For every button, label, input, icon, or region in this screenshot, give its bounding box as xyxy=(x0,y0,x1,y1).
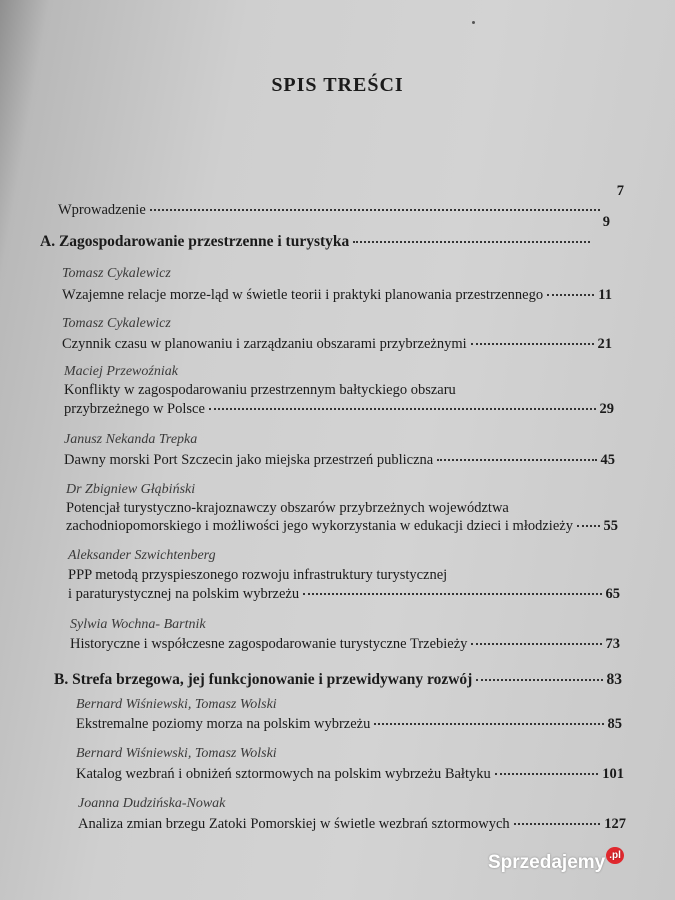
intro-line xyxy=(58,202,604,220)
entry-author: Aleksander Szwichtenberg xyxy=(68,548,216,563)
entry-author: Janusz Nekanda Trepka xyxy=(64,432,198,447)
dot-leader xyxy=(437,459,596,461)
toc-entry xyxy=(76,716,622,734)
entry-title: Katalog wezbrań i obniżeń sztormowych na polskim wybrzeżu Bałtyku xyxy=(76,766,491,782)
dot-leader xyxy=(209,408,596,410)
entry-author: Sylwia Wochna- Bartnik xyxy=(70,617,206,632)
section-a-heading xyxy=(40,233,594,251)
page-title: SPIS TREŚCI xyxy=(271,74,404,96)
toc-entry xyxy=(64,452,615,470)
entry-author: Joanna Dudzińska-Nowak xyxy=(78,796,226,811)
toc-entry xyxy=(78,816,626,834)
entry-title-line1: Potencjał turystyczno-krajoznawczy obszarów przybrzeżnych województwa xyxy=(66,500,509,516)
entry-title: i paraturystycznej na polskim wybrzeżu xyxy=(68,586,300,602)
site-watermark xyxy=(488,852,624,874)
toc-entry xyxy=(66,518,618,536)
entry-title: zachodniopomorskiego i możliwości jego wykorzystania w edukacji dzieci i młodzieży xyxy=(66,518,573,534)
entry-page: 45 xyxy=(600,452,615,468)
entry-title: Czynnik czasu w planowaniu i zarządzaniu obszarami przybrzeżnymi xyxy=(62,336,467,352)
toc-entry xyxy=(76,766,624,784)
dot-leader xyxy=(471,643,601,645)
dot-leader xyxy=(495,773,599,775)
watermark-badge: .pl xyxy=(606,847,624,864)
dot-leader xyxy=(374,723,603,725)
entry-title-line1: Konflikty w zagospodarowaniu przestrzennym bałtyckiego obszaru xyxy=(64,382,456,398)
dot-leader xyxy=(353,241,590,243)
entry-page: 11 xyxy=(598,287,612,303)
dot-leader xyxy=(514,823,601,825)
dot-leader xyxy=(303,593,601,595)
entry-page: 85 xyxy=(607,716,622,732)
entry-author: Maciej Przewoźniak xyxy=(64,364,178,379)
entry-title: przybrzeżnego w Polsce xyxy=(64,401,205,417)
toc-entry xyxy=(62,336,612,354)
section-b-label: B. Strefa brzegowa, jej funkcjonowanie i przewidywany rozwój xyxy=(54,671,473,688)
entry-title: Dawny morski Port Szczecin jako miejska przestrzeń publiczna xyxy=(64,452,434,468)
entry-page: 55 xyxy=(603,518,618,534)
entry-page: 73 xyxy=(605,636,620,652)
entry-page: 21 xyxy=(597,336,612,352)
toc-entry xyxy=(68,586,620,604)
entry-page: 101 xyxy=(602,766,624,782)
section-a-label: A. Zagospodarowanie przestrzenne i turystyka xyxy=(40,233,350,250)
entry-author: Bernard Wiśniewski, Tomasz Wolski xyxy=(76,697,277,712)
dot-leader xyxy=(476,679,602,681)
intro-label: Wprowadzenie xyxy=(58,202,146,218)
entry-title: Ekstremalne poziomy morza na polskim wybrzeżu xyxy=(76,716,371,732)
entry-title-line1: PPP metodą przyspieszonego rozwoju infrastruktury turystycznej xyxy=(68,567,448,583)
entry-author: Dr Zbigniew Głąbiński xyxy=(66,482,196,497)
entry-title: Historyczne i współczesne zagospodarowanie turystyczne Trzebieży xyxy=(70,636,468,652)
intro-page: 7 xyxy=(616,183,624,199)
section-b-page: 83 xyxy=(606,671,622,688)
entry-page: 127 xyxy=(604,816,626,832)
watermark-text: Sprzedajemy xyxy=(488,852,606,873)
entry-title: Wzajemne relacje morze-ląd w świetle teorii i praktyki planowania przestrzennego xyxy=(62,287,544,303)
toc-entry xyxy=(70,636,620,654)
entry-author: Tomasz Cykalewicz xyxy=(62,316,171,331)
dot-leader xyxy=(547,294,594,296)
toc-entry xyxy=(64,401,614,419)
entry-title: Analiza zmian brzegu Zatoki Pomorskiej w świetle wezbrań sztormowych xyxy=(78,816,510,832)
dot-leader xyxy=(577,525,600,527)
section-b-heading xyxy=(54,671,622,689)
entry-author: Tomasz Cykalewicz xyxy=(62,266,171,281)
page-speck xyxy=(472,21,475,24)
dot-leader xyxy=(471,343,594,345)
toc-entry xyxy=(62,287,612,305)
dot-leader xyxy=(150,209,600,211)
section-a-page: 9 xyxy=(602,214,610,230)
entry-author: Bernard Wiśniewski, Tomasz Wolski xyxy=(76,746,277,761)
entry-page: 65 xyxy=(605,586,620,602)
entry-page: 29 xyxy=(599,401,614,417)
